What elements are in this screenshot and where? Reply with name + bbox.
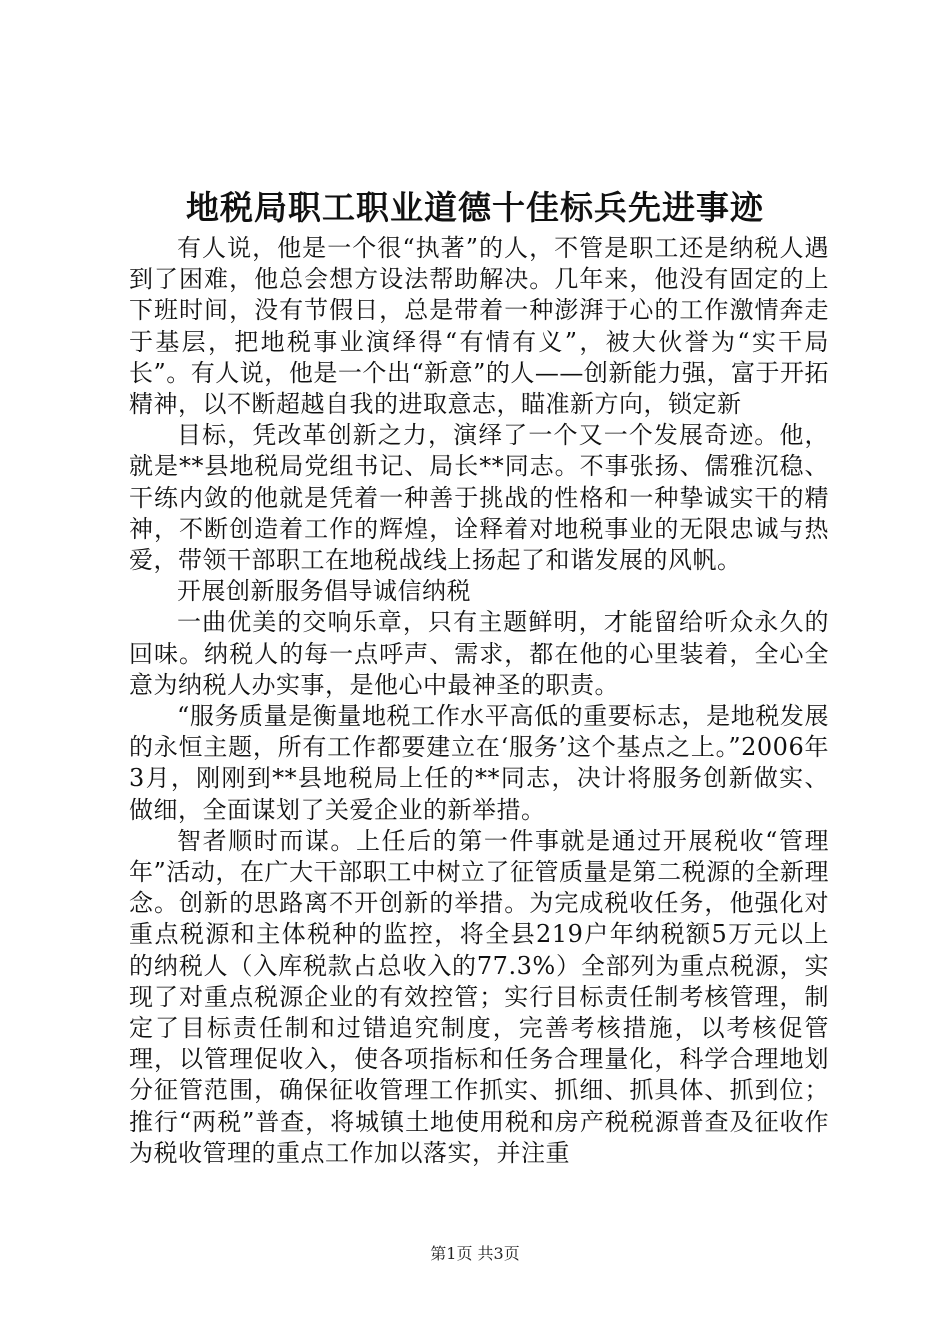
page-number-footer: 第1页 共3页 — [430, 1244, 520, 1263]
paragraph-1: 有人说，他是一个很“执著”的人，不管是职工还是纳税人遇到了困难，他总会想方设法帮助解决。几年来，他没有固定的上下班时间，没有节假日，总是带着一种澎湃于心的工作激情奔走于基层，把地税事业演绎得“有情有义”，被大伙誉为“实干局长”。有人说，他是一个出“新意”的人——创新能力强，富于开拓精神，以不断超越自我的进取意志，瞄准新方向，锁定新 — [129, 234, 829, 419]
paragraph-2: 目标，凭改革创新之力，演绎了一个又一个发展奇迹。他，就是**县地税局党组书记、局长**同志。不事张扬、儒雅沉稳、干练内敛的他就是凭着一种善于挑战的性格和一种挚诚实干的精神，不断创造着工作的辉煌，诠释着对地税事业的无限忠诚与热爱，带领干部职工在地税战线上扬起了和谐发展的风帆。 — [129, 421, 829, 575]
paragraph-4: “服务质量是衡量地税工作水平高低的重要标志，是地税发展的永恒主题，所有工作都要建立在‘服务’这个基点之上。”2006年3月，刚刚到**县地税局上任的**同志，决计将服务创新做实、做细，全面谋划了关爱企业的新举措。 — [129, 702, 829, 824]
section-heading: 开展创新服务倡导诚信纳税 — [177, 577, 471, 606]
paragraph-5: 智者顺时而谋。上任后的第一件事就是通过开展税收“管理年”活动，在广大干部职工中树立了征管质量是第二税源的全新理念。创新的思路离不开创新的举措。为完成税收任务，他强化对重点税源和主体税种的监控，将全县219户年纳税额5万元以上的纳税人（入库税款占总收入的77.3%）全部列为重点税源，实现了对重点税源企业的有效控管；实行目标责任制考核管理，制定了目标责任制和过错追究制度，完善考核措施，以考核促管理，以管理促收入，使各项指标和任务合理量化，科学合理地划分征管范围，确保征收管理工作抓实、抓细、抓具体、抓到位；推行“两税”普查，将城镇土地使用税和房产税税源普查及征收作为税收管理的重点工作加以落实，并注重 — [129, 826, 829, 1167]
document-body — [129, 233, 829, 1169]
paragraph-3: 一曲优美的交响乐章，只有主题鲜明，才能留给听众永久的回味。纳税人的每一点呼声、需求，都在他的心里装着，全心全意为纳税人办实事，是他心中最神圣的职责。 — [129, 608, 829, 699]
document-title: 地税局职工职业道德十佳标兵先进事迹 — [186, 188, 764, 227]
